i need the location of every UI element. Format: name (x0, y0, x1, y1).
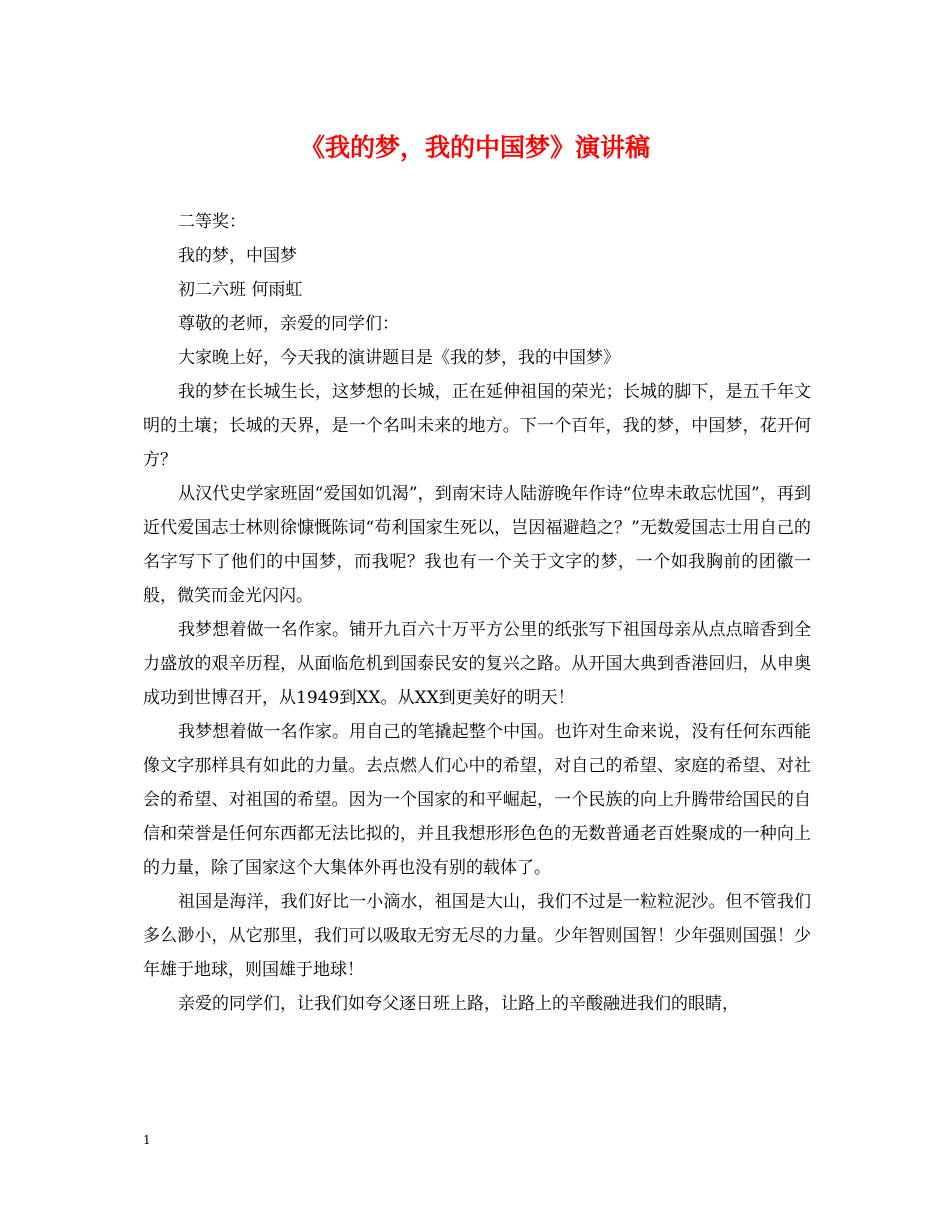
paragraph: 亲爱的同学们，让我们如夸父逐日班上路，让路上的辛酸融进我们的眼睛， (178, 994, 739, 1014)
paragraph: 初二六班 何雨虹 (178, 280, 303, 300)
paragraph: 我的梦，中国梦 (178, 246, 297, 266)
paragraph: 从汉代史学家班固“爱国如饥渴”，到南宋诗人陆游晚年作诗“位卑未敢忘忧国”，再到近代爱国志士林则徐慷慨陈词“苟利国家生死以，岂因福避趋之？”无数爱国志士用自己的名字写下了他们的中国梦，而我呢？我也有一个关于文字的梦，一个如我胸前的团徽一般，微笑而金光闪闪。 (143, 484, 811, 606)
document-body (143, 205, 811, 1021)
page-number: 1 (143, 1133, 151, 1147)
document-title: 《我的梦，我的中国梦》演讲稿 (299, 133, 650, 162)
paragraph: 二等奖： (178, 212, 246, 232)
paragraph: 祖国是海洋，我们好比一小滴水，祖国是大山，我们不过是一粒粒泥沙。但不管我们多么渺小，从它那里，我们可以吸取无穷无尽的力量。少年智则国智！少年强则国强！少年雄于地球，则国雄于地球！ (143, 892, 811, 980)
paragraph: 我的梦在长城生长，这梦想的长城，正在延伸祖国的荣光；长城的脚下，是五千年文明的土壤；长城的天界，是一个名叫未来的地方。下一个百年，我的梦，中国梦，花开何方？ (143, 382, 811, 470)
paragraph: 尊敬的老师，亲爱的同学们： (178, 314, 399, 334)
paragraph: 我梦想着做一名作家。用自己的笔撬起整个中国。也许对生命来说，没有任何东西能像文字那样具有如此的力量。去点燃人们心中的希望，对自己的希望、家庭的希望、对社会的希望、对祖国的希望。因为一个国家的和平崛起，一个民族的向上升腾带给国民的自信和荣誉是任何东西都无法比拟的，并且我想形形色色的无数普通老百姓聚成的一种向上的力量，除了国家这个大集体外再也没有别的载体了。 (143, 722, 811, 878)
paragraph: 我梦想着做一名作家。铺开九百六十万平方公里的纸张写下祖国母亲从点点暗香到全力盛放的艰辛历程，从面临危机到国泰民安的复兴之路。从开国大典到香港回归，从申奥成功到世博召开，从1949到XX。从XX到更美好的明天！ (143, 620, 811, 708)
paragraph: 大家晚上好，今天我的演讲题目是《我的梦，我的中国梦》 (178, 348, 620, 368)
